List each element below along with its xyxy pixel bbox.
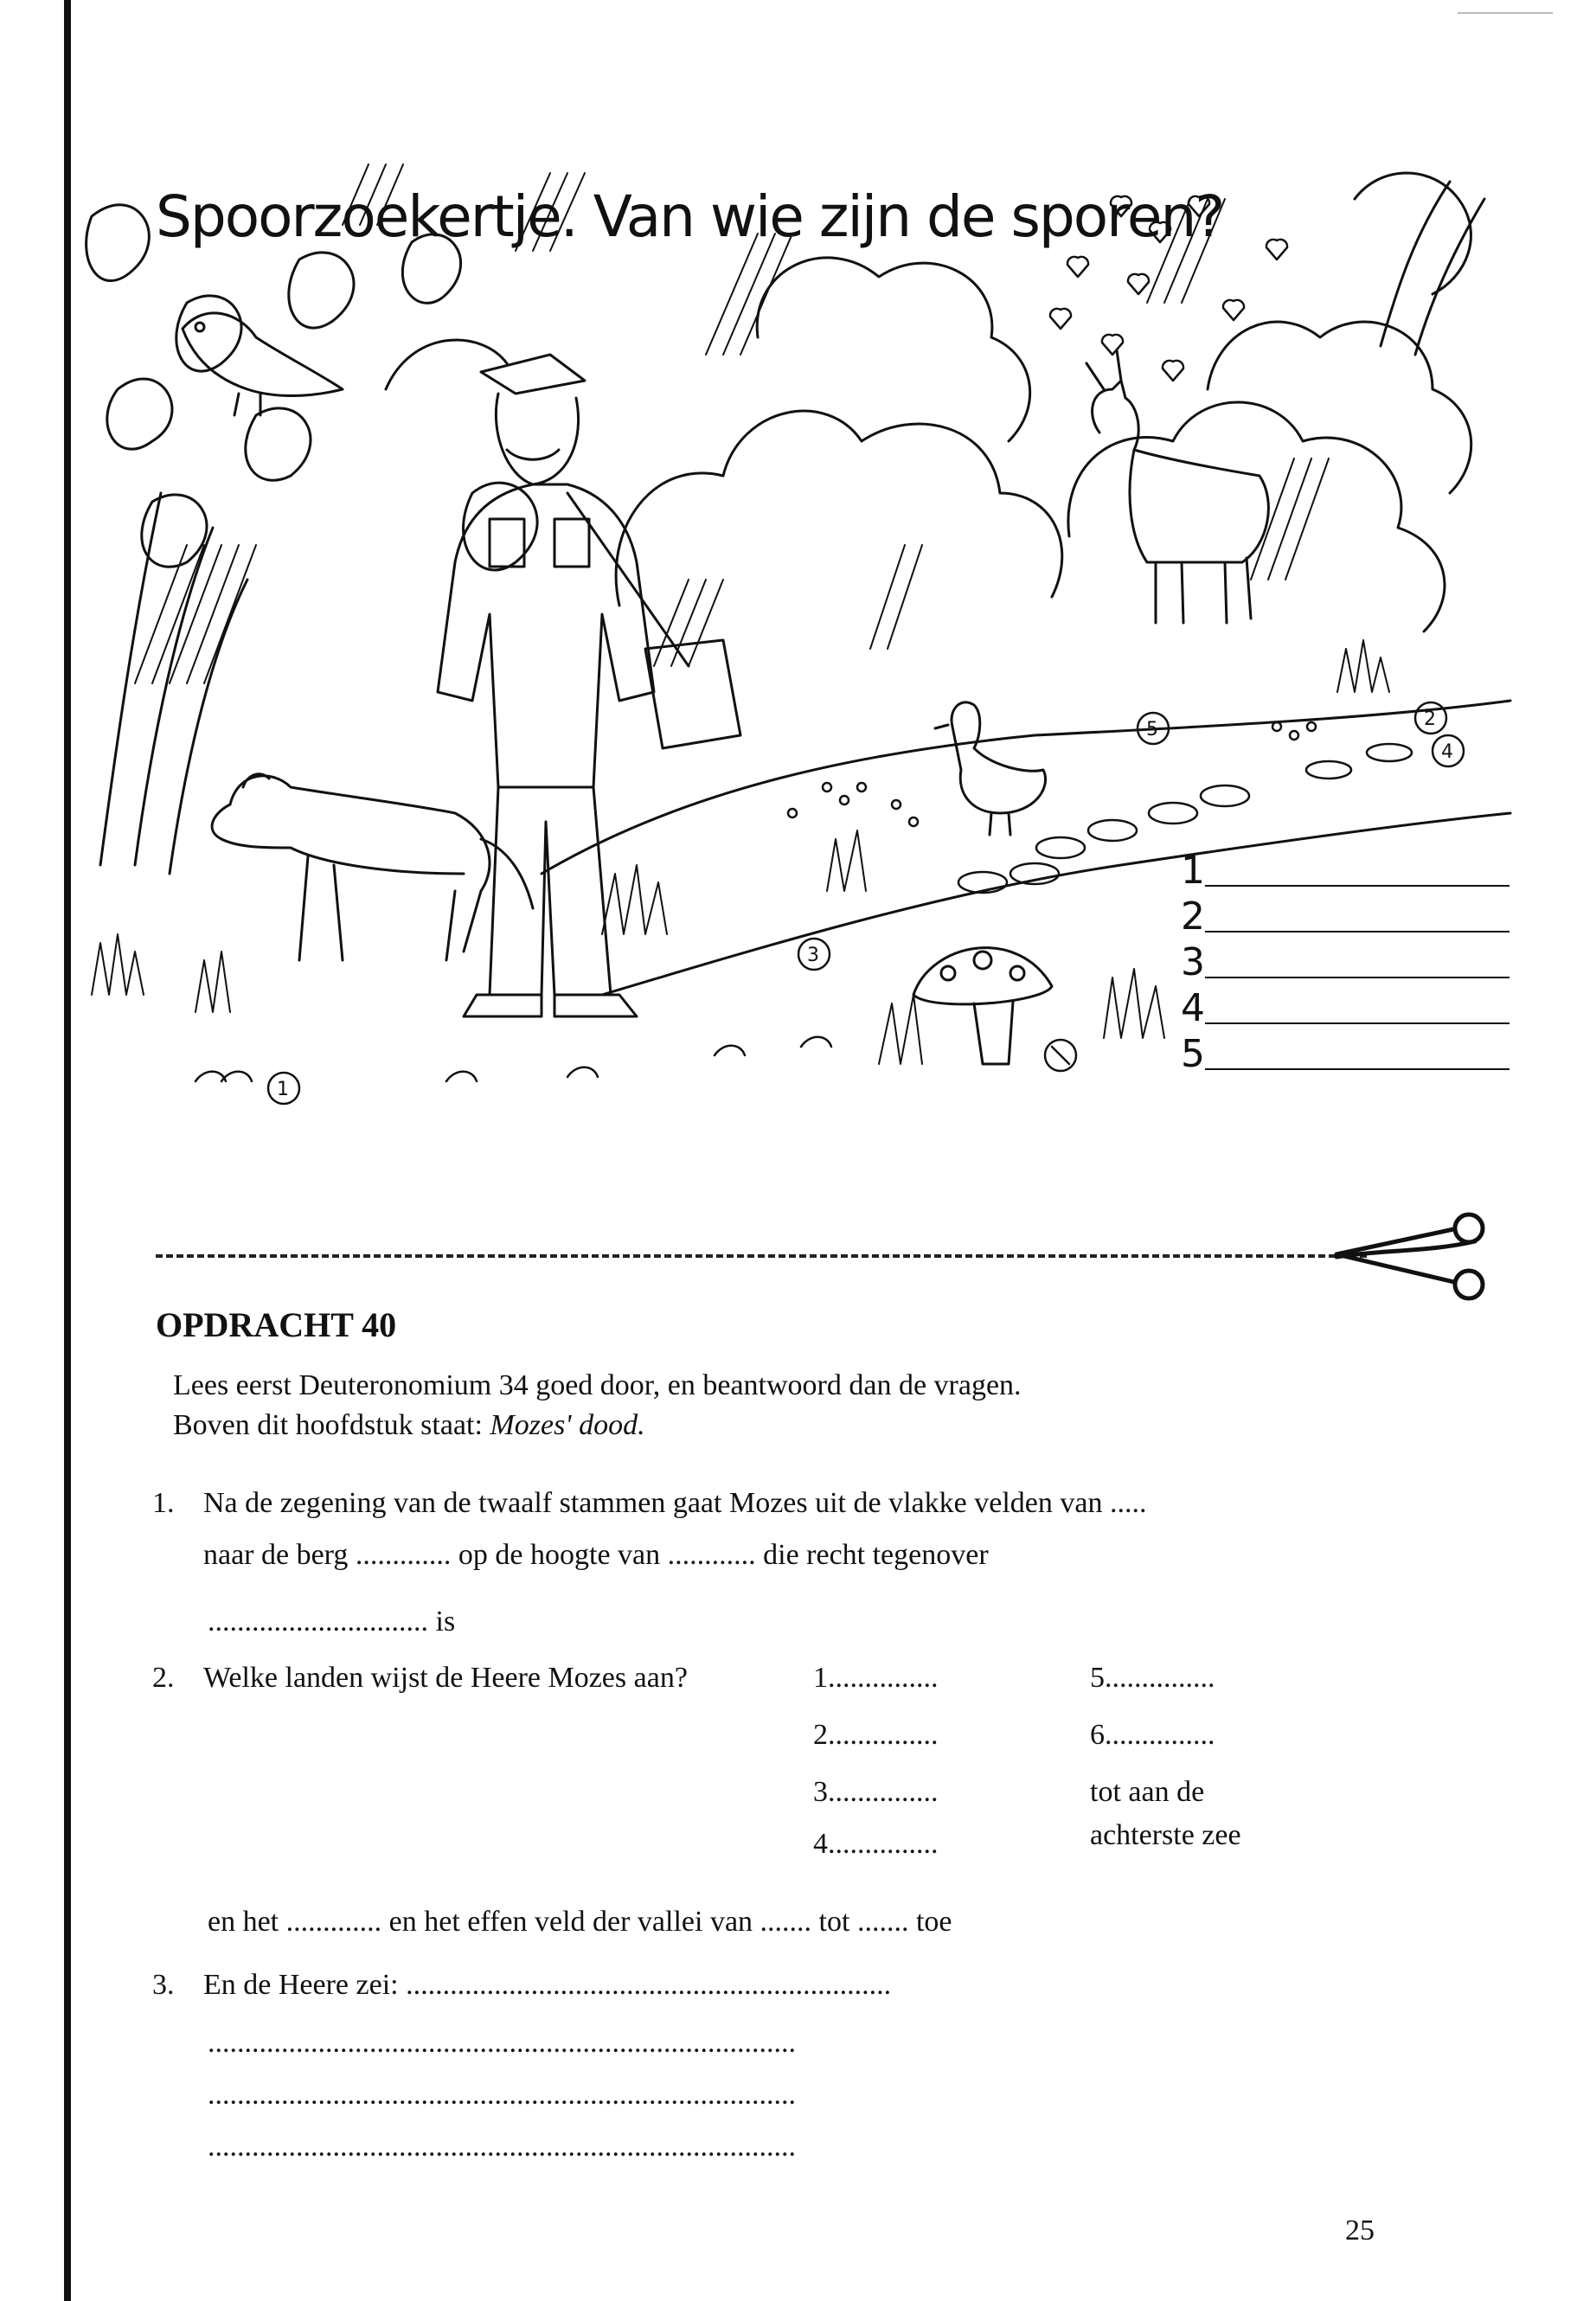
track-marker-4: 4 xyxy=(1441,741,1453,763)
question-2-land-4[interactable]: 4............... xyxy=(813,1828,939,1860)
question-3-number: 3. xyxy=(152,1969,175,2001)
question-2-land-6[interactable]: 6............... xyxy=(1090,1719,1215,1751)
question-3-line-1 xyxy=(203,1968,891,2003)
answer-blank[interactable]: .................................................................. xyxy=(406,1969,892,2001)
track-marker-2: 2 xyxy=(1424,708,1436,730)
answer-blank[interactable]: ....... xyxy=(760,1906,812,1938)
question-2-land-5[interactable]: 5............... xyxy=(1090,1662,1215,1694)
track-marker-3: 3 xyxy=(807,945,819,966)
question-3-text: En de Heere zei: xyxy=(203,1969,399,2001)
answer-blank[interactable]: ....... xyxy=(856,1906,909,1938)
answer-number: 1 xyxy=(1181,849,1205,893)
answer-number: 4 xyxy=(1181,986,1205,1030)
answer-blank-line[interactable]: ................................................................................ xyxy=(208,2079,796,2111)
question-1-line-3 xyxy=(208,1605,455,1639)
question-2-land-3[interactable]: 3............... xyxy=(813,1776,939,1808)
answer-lines xyxy=(1181,849,1509,1081)
chapter-title: Mozes' dood. xyxy=(490,1409,645,1441)
top-rule xyxy=(1458,12,1553,14)
scissors-icon xyxy=(1328,1207,1501,1311)
intro-line-2 xyxy=(173,1408,645,1443)
question-2-text: en het xyxy=(208,1906,279,1938)
dog-icon xyxy=(212,774,533,960)
mushroom-icon xyxy=(913,948,1052,1064)
hearts-leaves xyxy=(1050,196,1287,381)
answer-blank[interactable]: ............. xyxy=(285,1906,382,1938)
question-1-text: op de hoogte van xyxy=(458,1539,661,1571)
question-2-text: tot xyxy=(818,1906,850,1938)
answer-line-4[interactable] xyxy=(1181,986,1509,1035)
track-marker-5: 5 xyxy=(1146,719,1158,740)
hatch-rain xyxy=(135,164,1329,683)
answer-line-5[interactable] xyxy=(1181,1032,1509,1081)
question-1-text: naar de berg xyxy=(203,1539,349,1571)
assignment-heading: OPDRACHT 40 xyxy=(156,1305,397,1344)
tree-right xyxy=(1355,173,1484,355)
answer-blank[interactable]: ............ xyxy=(667,1539,756,1571)
question-2-achterste-zee: achterste zee xyxy=(1090,1819,1241,1851)
question-1-number: 1. xyxy=(152,1487,175,1519)
question-2-valley-line xyxy=(208,1905,952,1939)
question-2-text: toe xyxy=(915,1906,952,1938)
question-2-text: Welke landen wijst de Heere Mozes aan? xyxy=(203,1662,688,1694)
question-1-text: is xyxy=(435,1606,456,1638)
answer-blank[interactable]: ..... xyxy=(1109,1487,1147,1519)
intro-line-1: Lees eerst Deuteronomium 34 goed door, en beantwoord dan de vragen. xyxy=(173,1369,1022,1401)
question-2-land-1[interactable]: 1............... xyxy=(813,1662,939,1694)
answer-number: 3 xyxy=(1181,940,1205,984)
question-1-line-1 xyxy=(203,1486,1146,1521)
track-marker-1: 1 xyxy=(277,1079,289,1100)
cut-line xyxy=(156,1254,1367,1258)
bushes xyxy=(386,258,1471,631)
answer-blank[interactable]: ............. xyxy=(355,1539,452,1571)
question-1-line-2 xyxy=(203,1538,989,1573)
question-1-text: die recht tegenover xyxy=(763,1539,989,1571)
question-1-text: Na de zegening van de twaalf stammen gaat Mozes uit de vlakke velden van xyxy=(203,1487,1103,1519)
answer-blank-line[interactable]: ................................................................................ xyxy=(208,2027,796,2059)
question-2-land-2[interactable]: 2............... xyxy=(813,1719,939,1751)
answer-number: 5 xyxy=(1181,1032,1205,1076)
question-2-tot-aan-de: tot aan de xyxy=(1090,1776,1205,1808)
page-title: Spoorzoekertje. Van wie zijn de sporen? xyxy=(156,183,1224,251)
answer-line-1[interactable] xyxy=(1181,849,1509,898)
answer-blank[interactable]: .............................. xyxy=(208,1606,428,1638)
deer-icon xyxy=(1086,350,1268,623)
duck-icon xyxy=(935,702,1046,835)
answer-line-3[interactable] xyxy=(1181,940,1509,990)
question-2-text: en het effen veld der vallei van xyxy=(388,1906,753,1938)
page-number: 25 xyxy=(1345,2214,1375,2247)
tree-left xyxy=(87,205,537,874)
page-binding-edge xyxy=(64,0,71,2301)
postman-icon xyxy=(438,355,740,1016)
intro-line-2-prefix: Boven dit hoofdstuk staat: xyxy=(173,1409,483,1441)
answer-line-2[interactable] xyxy=(1181,894,1509,944)
question-2-number: 2. xyxy=(152,1662,175,1694)
answer-blank-line[interactable]: ................................................................................ xyxy=(208,2131,796,2163)
answer-number: 2 xyxy=(1181,894,1205,939)
